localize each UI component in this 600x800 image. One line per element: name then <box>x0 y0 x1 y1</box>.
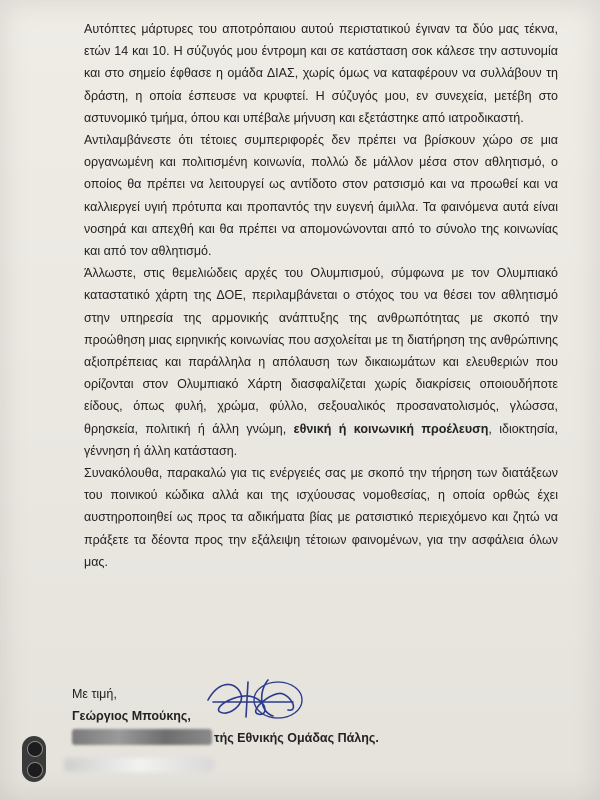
paragraph-4: Συνακόλουθα, παρακαλώ για τις ενέργειές σας με σκοπό την τήρηση των διατάξεων του ποινικού κώδικα αλλά και της ισχύουσας νομοθεσίας, η οποία ορθώς έχει αυστηροποιηθεί ως προς τα αδικήματα βίας με ρατσιστικό περιεχόμενο και ζητώ να πράξετε τα δέοντα προς την εξάλειψη τέτοιων φαινομένων, για την ασφάλεια όλων μας. <box>84 466 558 569</box>
paragraph-3 <box>84 262 558 462</box>
camera-overlay-icon <box>22 736 46 782</box>
redaction-bar-small <box>64 758 214 772</box>
paragraph-3-text: Άλλωστε, στις θεμελιώδεις αρχές του Ολυμπισμού, σύμφωνα με τον Ολυμπιακό καταστατικό χάρτη της ΔΟΕ, περιλαμβάνεται ο στόχος του να θέσει τον αθλητισμό στην υπηρεσία της αρμονικής ανάπτυξης της ανθρωπότητας με σκοπό την προώθηση μιας ειρηνικής κοινωνίας που ασχολείται με τη διατήρηση της ανθρώπινης αξιοπρέπειας και παράλληλα η απόλαυση των δικαιωμάτων και ελευθεριών που ορίζονται στον Ολυμπιακό Χάρτη διασφαλίζεται χωρίς διακρίσεις οποιουδήποτε είδους, όπως φυλή, χρώμα, φύλλο, σεξουαλικός προσανατολισμός, γλώσσα, θρησκεία, πολιτική ή άλλη γνώμη, <box>84 266 558 436</box>
paragraph-3-tail: , ιδιοκτησία, γέννηση ή άλλη κατάσταση. <box>84 421 559 458</box>
salutation: Με τιμή, <box>72 687 117 701</box>
signer-name: Γεώργιος Μπούκης, <box>72 709 191 723</box>
camera-lens-icon <box>27 741 43 757</box>
paragraph-2: Αντιλαμβάνεστε ότι τέτοιες συμπεριφορές δεν πρέπει να βρίσκουν χώρο σε μια οργανωμένη και πολιτισμένη κοινωνία, πολλώ δε μάλλον μέσα στον αθλητισμό, ο οποίος θα πρέπει να λειτουργεί ως αντίδοτο στον ρατσισμό και να προωθεί και να καλλιεργεί υγιή πρότυπα και προπαντός την ευγενή άμιλλα. Τα φαινόμενα αυτά είναι νοσηρά και απεχθή και θα πρέπει να απομονώνονται από το σύνολο της κοινωνίας και από τον αθλητισμό. <box>84 133 558 259</box>
camera-lens-icon <box>27 762 43 778</box>
letter-body <box>84 18 558 573</box>
paragraph-1: Αυτόπτες μάρτυρες του αποτρόπαιου αυτού περιστατικού έγιναν τα δύο μας τέκνα, ετών 14 και 10. Η σύζυγός μου έντρομη και σε κατάσταση σοκ κάλεσε την αστυνομία και στο σημείο έφθασε η ομάδα ΔΙΑΣ, χωρίς όμως να καταφέρουν να συλλάβουν τη δράστη, η οποία έσπευσε να κρυφτεί. Η σύζυγός μου, εν συνεχεία, μετέβη στο αστυνομικό τμήμα, όπου και υπέβαλε μήνυση και εξετάστηκε από ιατροδικαστή. <box>84 22 558 125</box>
redaction-bar <box>72 729 212 745</box>
signer-title-text: τής Εθνικής Ομάδας Πάλης. <box>214 731 379 745</box>
bold-phrase: εθνική ή κοινωνική προέλευση <box>293 421 489 436</box>
handwritten-signature <box>198 672 308 732</box>
